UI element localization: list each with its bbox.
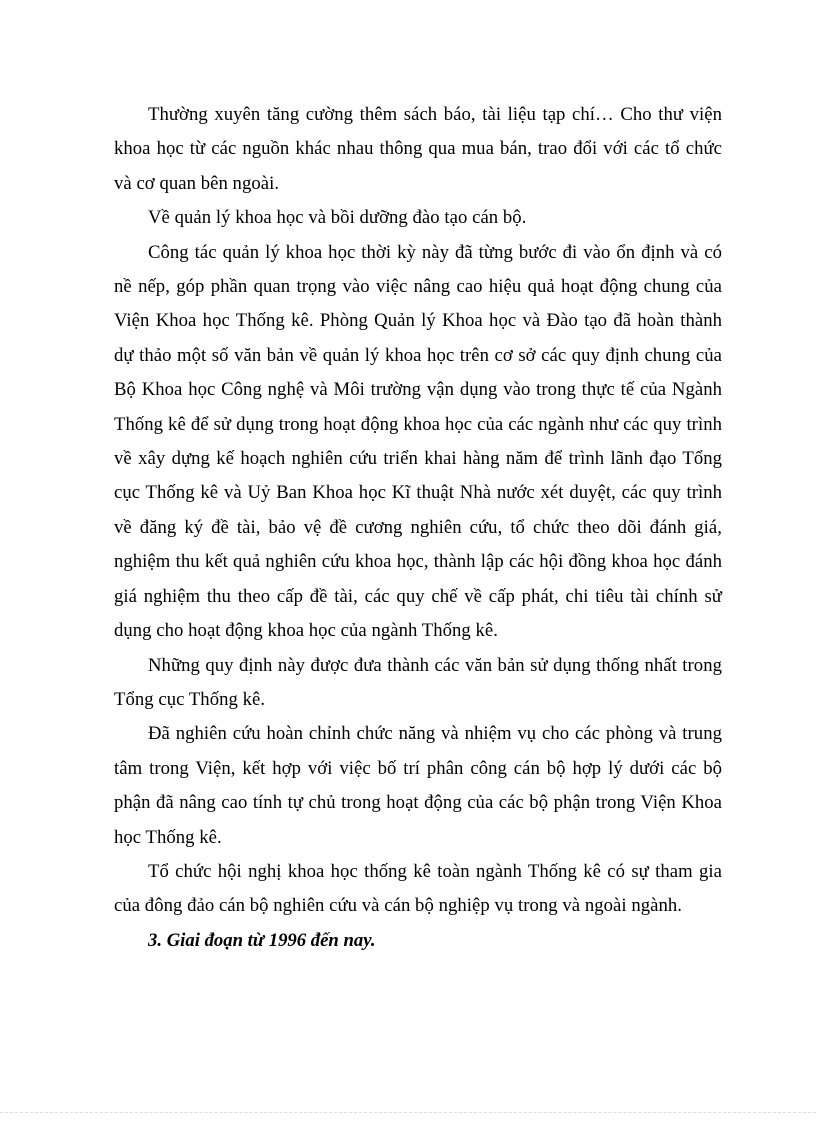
page-bottom-divider [0, 1112, 816, 1113]
paragraph-library-supplement: Thường xuyên tăng cường thêm sách báo, tài liệu tạp chí… Cho thư viện khoa học từ các nguồn khác nhau thông qua mua bán, trao đổi với các tổ chức và cơ quan bên ngoài. [114, 104, 722, 194]
paragraph-regulations: Những quy định này được đưa thành các văn bản sử dụng thống nhất trong Tổng cục Thống kê. [114, 654, 722, 710]
paragraph-functions-tasks: Đã nghiên cứu hoàn chỉnh chức năng và nhiệm vụ cho các phòng và trung tâm trong Viện, kết hợp với việc bố trí phân công cán bộ hợp lý dưới các bộ phận đã nâng cao tính tự chủ trong hoạt động của các bộ phận trong Viện Khoa học Thống kê. [114, 723, 722, 848]
section-heading: 3. Giai đoạn từ 1996 đến nay. [148, 929, 376, 951]
paragraph-science-management: Công tác quản lý khoa học thời kỳ này đã từng bước đi vào ổn định và có nề nếp, góp phần quan trọng vào việc nâng cao hiệu quả hoạt động chung của Viện Khoa học Thống kê. Phòng Quản lý Khoa học và Đào tạo đã hoàn thành dự thảo một số văn bản về quản lý khoa học trên cơ sở các quy định chung của Bộ Khoa học Công nghệ và Môi trường vận dụng vào trong thực tế của Ngành Thống kê để sử dụng trong hoạt động khoa học của các ngành như các quy trình về xây dựng kế hoạch nghiên cứu triển khai hàng năm để trình lãnh đạo Tổng cục Thống kê và Uỷ Ban Khoa học Kĩ thuật Nhà nước xét duyệt, các quy trình về đăng ký đề tài, bảo vệ đề cương nghiên cứu, tổ chức theo dõi đánh giá, nghiệm thu kết quả nghiên cứu khoa học, thành lập các hội đồng khoa học đánh giá nghiệm thu theo cấp đề tài, các quy chế về cấp phát, chi tiêu tài chính sử dụng cho hoạt động khoa học của ngành Thống kê. [114, 241, 722, 642]
document-page [114, 98, 722, 958]
paragraph-management-training: Về quản lý khoa học và bồi dưỡng đào tạo cán bộ. [148, 207, 527, 229]
paragraph-conference: Tổ chức hội nghị khoa học thống kê toàn ngành Thống kê có sự tham gia của đông đảo cán bộ nghiên cứu và cán bộ nghiệp vụ trong và ngoài ngành. [114, 860, 722, 917]
